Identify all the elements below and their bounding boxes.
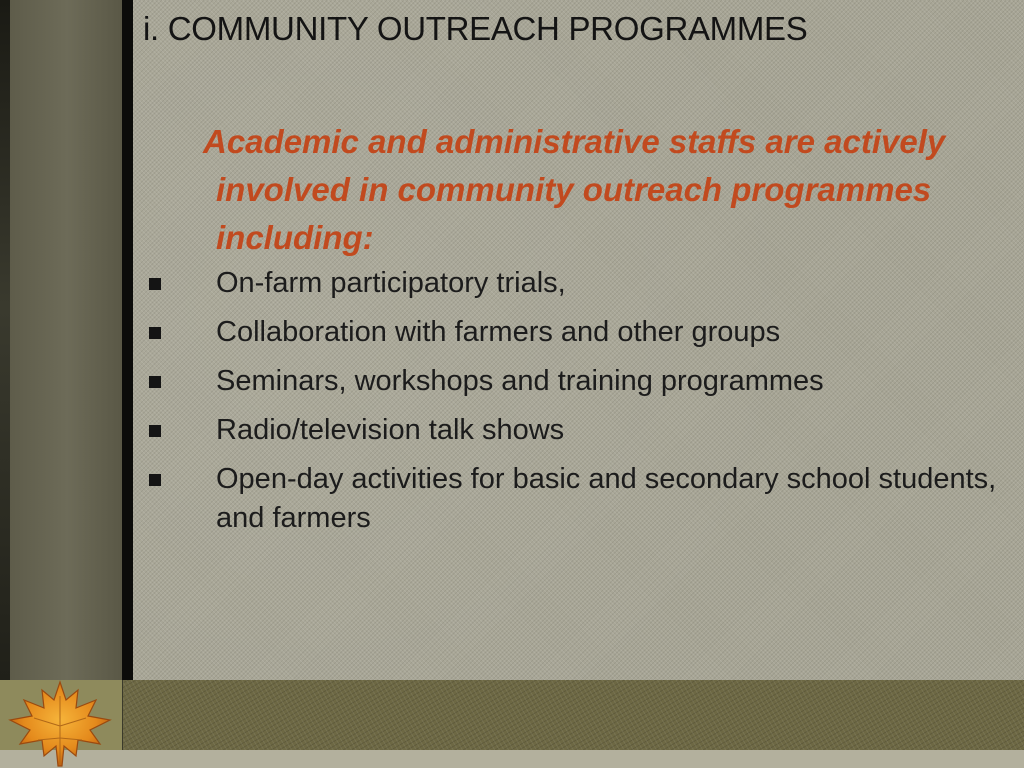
left-dark-stripe bbox=[0, 0, 10, 768]
bottom-decorative-band bbox=[0, 680, 1024, 750]
maple-leaf-icon bbox=[4, 676, 116, 768]
list-item-text: Radio/television talk shows bbox=[216, 414, 565, 446]
list-item-text: Seminars, workshops and training programmes bbox=[216, 365, 824, 397]
square-bullet-icon bbox=[149, 327, 161, 339]
list-item bbox=[149, 313, 1009, 352]
bullet-list bbox=[149, 264, 1009, 548]
slide-title: i. COMMUNITY OUTREACH PROGRAMMES bbox=[143, 10, 808, 47]
list-item-text: Open-day activities for basic and secondary school students, and farmers bbox=[216, 463, 997, 534]
list-item-text: Collaboration with farmers and other groups bbox=[216, 316, 781, 348]
list-item-text: On-farm participatory trials, bbox=[216, 267, 566, 299]
left-decorative-band bbox=[0, 0, 122, 768]
square-bullet-icon bbox=[149, 278, 161, 290]
square-bullet-icon bbox=[149, 425, 161, 437]
list-item bbox=[149, 362, 1009, 401]
square-bullet-icon bbox=[149, 376, 161, 388]
list-item bbox=[149, 264, 1009, 303]
list-item bbox=[149, 411, 1009, 450]
square-bullet-icon bbox=[149, 474, 161, 486]
bottom-light-strip bbox=[0, 750, 1024, 768]
intro-statement: Academic and administrative staffs are actively involved in community outreach programmes including: bbox=[203, 123, 946, 256]
vertical-divider-bar bbox=[122, 0, 133, 768]
list-item bbox=[149, 460, 1009, 538]
